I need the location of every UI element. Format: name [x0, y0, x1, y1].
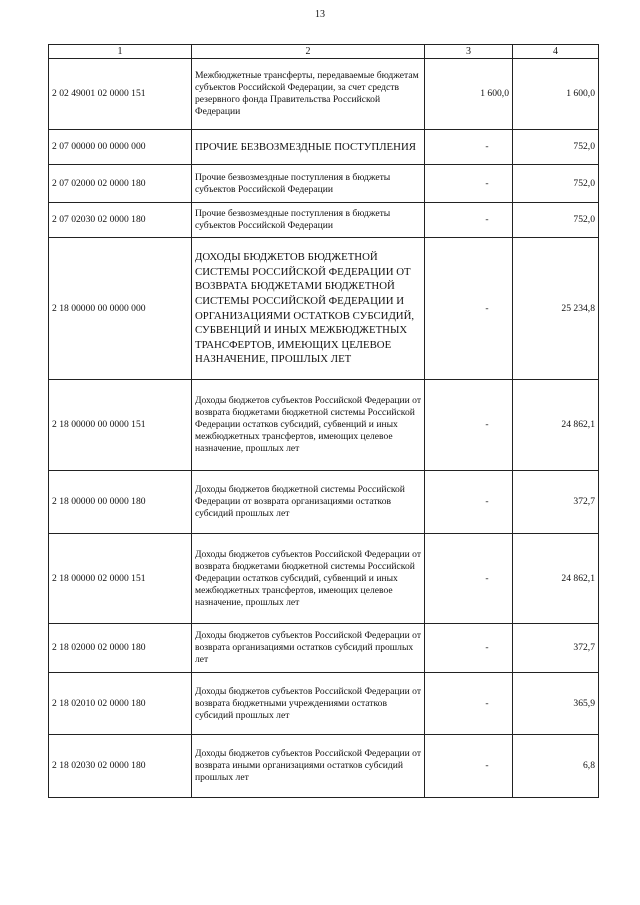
row-value-col4: 6,8: [513, 735, 599, 798]
column-header-2: 2: [192, 45, 425, 59]
row-value-col3: -: [425, 673, 513, 735]
row-description: Межбюджетные трансферты, передаваемые бюджетам субъектов Российской Федерации, за счет средств резервного фонда Правительства Российской Федерации: [192, 59, 425, 130]
row-code: 2 18 00000 00 0000 000: [49, 238, 192, 380]
table-row: [49, 380, 599, 471]
row-value-col4: 752,0: [513, 130, 599, 165]
row-code: 2 07 00000 00 0000 000: [49, 130, 192, 165]
row-code: 2 18 00000 02 0000 151: [49, 534, 192, 624]
table-row: [49, 238, 599, 380]
row-description: Доходы бюджетов субъектов Российской Федерации от возврата бюджетами бюджетной системы Российской Федерации остатков субсидий, субвенций и иных межбюджетных трансфертов, имеющих целевое назначение, прошлых лет: [192, 534, 425, 624]
row-value-col4: 372,7: [513, 471, 599, 534]
row-value-col4: 24 862,1: [513, 534, 599, 624]
row-code: 2 07 02030 02 0000 180: [49, 203, 192, 238]
column-header-1: 1: [49, 45, 192, 59]
table-row: [49, 534, 599, 624]
table-row: [49, 59, 599, 130]
row-value-col3: -: [425, 165, 513, 203]
row-description: Доходы бюджетов бюджетной системы Российской Федерации от возврата организациями остатков субсидий прошлых лет: [192, 471, 425, 534]
row-value-col4: 365,9: [513, 673, 599, 735]
table-row: [49, 673, 599, 735]
table-row: [49, 130, 599, 165]
row-description: ПРОЧИЕ БЕЗВОЗМЕЗДНЫЕ ПОСТУПЛЕНИЯ: [192, 130, 425, 165]
row-value-col3: -: [425, 624, 513, 673]
row-value-col3: -: [425, 238, 513, 380]
page-number: 13: [315, 9, 325, 20]
row-code: 2 18 02010 02 0000 180: [49, 673, 192, 735]
row-value-col3: -: [425, 380, 513, 471]
row-description: Доходы бюджетов субъектов Российской Федерации от возврата бюджетными учреждениями остатков субсидий прошлых лет: [192, 673, 425, 735]
row-description: Прочие безвозмездные поступления в бюджеты субъектов Российской Федерации: [192, 165, 425, 203]
table-row: [49, 471, 599, 534]
table-row: [49, 624, 599, 673]
row-value-col3: -: [425, 203, 513, 238]
row-value-col4: 372,7: [513, 624, 599, 673]
table-row: [49, 735, 599, 798]
column-header-3: 3: [425, 45, 513, 59]
row-value-col4: 25 234,8: [513, 238, 599, 380]
table-row: [49, 203, 599, 238]
row-code: 2 18 00000 00 0000 180: [49, 471, 192, 534]
header-row: [49, 45, 599, 59]
row-description: Прочие безвозмездные поступления в бюджеты субъектов Российской Федерации: [192, 203, 425, 238]
row-value-col4: 752,0: [513, 165, 599, 203]
row-value-col4: 752,0: [513, 203, 599, 238]
row-code: 2 18 02000 02 0000 180: [49, 624, 192, 673]
row-description: Доходы бюджетов субъектов Российской Федерации от возврата организациями остатков субсидий прошлых лет: [192, 624, 425, 673]
row-value-col3: -: [425, 130, 513, 165]
row-value-col3: -: [425, 471, 513, 534]
row-value-col4: 24 862,1: [513, 380, 599, 471]
row-value-col3: -: [425, 534, 513, 624]
row-description: Доходы бюджетов субъектов Российской Федерации от возврата бюджетами бюджетной системы Российской Федерации остатков субсидий, субвенций и иных межбюджетных трансфертов, имеющих целевое назначение, прошлых лет: [192, 380, 425, 471]
row-code: 2 02 49001 02 0000 151: [49, 59, 192, 130]
row-description: Доходы бюджетов субъектов Российской Федерации от возврата иными организациями остатков субсидий прошлых лет: [192, 735, 425, 798]
revenue-table: [48, 44, 599, 798]
row-code: 2 18 02030 02 0000 180: [49, 735, 192, 798]
table-row: [49, 165, 599, 203]
column-header-4: 4: [513, 45, 599, 59]
row-value-col3: -: [425, 735, 513, 798]
row-value-col4: 1 600,0: [513, 59, 599, 130]
row-value-col3: 1 600,0: [425, 59, 513, 130]
row-code: 2 18 00000 00 0000 151: [49, 380, 192, 471]
row-code: 2 07 02000 02 0000 180: [49, 165, 192, 203]
row-description: ДОХОДЫ БЮДЖЕТОВ БЮДЖЕТНОЙ СИСТЕМЫ РОССИЙСКОЙ ФЕДЕРАЦИИ ОТ ВОЗВРАТА БЮДЖЕТАМИ БЮДЖЕТНОЙ СИСТЕМЫ РОССИЙСКОЙ ФЕДЕРАЦИИ И ОРГАНИЗАЦИЯМИ ОСТАТКОВ СУБСИДИЙ, СУБВЕНЦИЙ И ИНЫХ МЕЖБЮДЖЕТНЫХ ТРАНСФЕРТОВ, ИМЕЮЩИХ ЦЕЛЕВОЕ НАЗНАЧЕНИЕ, ПРОШЛЫХ ЛЕТ: [192, 238, 425, 380]
